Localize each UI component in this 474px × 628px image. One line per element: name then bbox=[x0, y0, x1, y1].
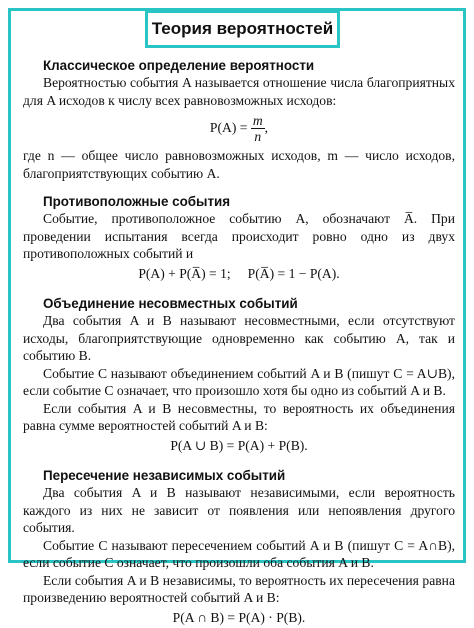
formula-opposite: P(A) + P(A̅) = 1; P(A̅) = 1 − P(A). bbox=[138, 265, 340, 281]
document-page bbox=[8, 8, 466, 625]
formula-left: P(A) = bbox=[209, 120, 248, 136]
document-content bbox=[23, 57, 455, 628]
paragraph: Вероятностью события A называется отношение числа благоприятных для A исходов к числу всех равновозможных исходов: bbox=[23, 75, 455, 108]
fraction bbox=[251, 113, 265, 144]
paragraph: Событие C называют объединением событий A и B (пишут C = A∪B), если событие C означает, что произошло хотя бы одно из событий A и B. bbox=[23, 365, 455, 398]
fraction-denominator: n bbox=[254, 128, 262, 144]
formula-union: P(A ∪ B) = P(A) + P(B). bbox=[170, 437, 308, 453]
formula-classical bbox=[23, 109, 455, 147]
section-heading-intersection: Пересечение независимых событий bbox=[43, 468, 286, 483]
paragraph: Два события A и B называют несовместными, если отсутствуют исходы, благоприятствующие одновременно как событию A, так и событию B. bbox=[23, 313, 455, 363]
section-heading-classical: Классическое определение вероятности bbox=[43, 58, 315, 73]
fraction-numerator: m bbox=[252, 112, 263, 128]
paragraph: Если события A и B независимы, то вероятность их пересечения равна произведению вероятностей событий A и B: bbox=[23, 572, 455, 605]
paragraph: Если события A и B несовместны, то вероятность их объединения равна сумме вероятностей событий A и B: bbox=[23, 400, 455, 433]
paragraph: Событие C называют пересечением событий A и B (пишут C = A∩B), если событие C означает, что произошли оба события A и B. bbox=[23, 537, 455, 570]
section-heading-opposite: Противоположные события bbox=[43, 194, 231, 209]
paragraph: Два события A и B называют независимыми, если вероятность каждого из них не зависит от появления или непоявления другого события. bbox=[23, 485, 455, 535]
paragraph: где n — общее число равновозможных исходов, m — число исходов, благоприятствующих событию A. bbox=[23, 148, 455, 181]
paragraph: Событие, противоположное событию A, обозначают A̅. При проведении испытания всегда происходит ровно одно из двух противоположных событий и bbox=[23, 211, 455, 261]
formula-right: , bbox=[264, 120, 269, 136]
formula-intersection: P(A ∩ B) = P(A) · P(B). bbox=[172, 609, 306, 625]
page-title: Теория вероятностей bbox=[145, 10, 340, 48]
section-heading-union: Объединение несовместных событий bbox=[43, 296, 298, 311]
